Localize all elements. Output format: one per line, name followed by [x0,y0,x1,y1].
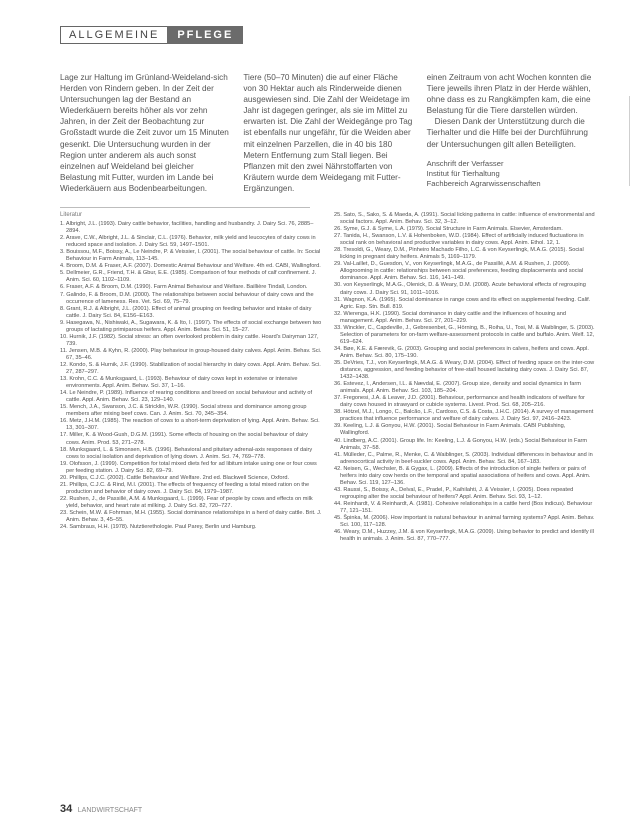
reference-entry: 4. Broom, D.M. & Fraser, A.F. (2007). Domestic Animal Behaviour and Welfare. 4th ed. CABI, Wallingford. [60,263,321,270]
reference-entry: 45. Špinka, M. (2006). How important is natural behaviour in animal farming systems? Appl. Anim. Behav. Sci. 100, 117–128. [334,515,595,529]
reference-entry: 26. Syme, G.J. & Syme, L.A. (1979). Social Structure in Farm Animals. Elsevier, Amsterdam. [334,226,563,233]
publication-name: LANDWIRTSCHAFT [77,807,143,814]
references-heading: Literatur [60,212,83,218]
reference-entry: 12. Kondo, S. & Hurnik, J.F. (1990). Stabilization of social hierarchy in dairy cows. Appl. Anim. Behav. Sci. 27, 287–297. [60,361,321,376]
reference-entry: 43. Raussi, S., Boissy, A., Delval, E., Pradel, P., Kaihilahti, J. & Veissier, I. (2005). Does repeated regrouping alter the social behaviour of heifers? Appl. Anim. Behav. Sci. 93, 1–12. [334,486,574,500]
references-column-right [334,212,596,543]
paragraph: Diesen Dank der Unterstützung durch die Tierhalter und die Hilfe bei der Durchführung der Untersuchungen gilt allen Beteiligten. [426,117,588,149]
reference-entry: 13. Krohn, C.C. & Munksgaard, L. (1993). Behaviour of dairy cows kept in extensive or intensive environments. Appl. Anim. Behav. Sci. 37, 1–16. [60,376,298,390]
margin-rule [629,96,630,186]
reference-entry: 31. Wagnon, K.A. (1965). Social dominance in range cows and its effect on supplemental feeding. Calif. Agric. Exp. Stn. Bull. 819. [334,296,591,310]
reference-entry: 35. DeVries, T.J., von Keyserlingk, M.A.G. & Weary, D.M. (2004). Effect of feeding space on the inter-cow distance, aggression, and feeding behavior of free-stall housed lactating dairy cows. J. Dairy Sci. 87, 1432–1438. [334,359,595,381]
reference-entry: 16. Metz, J.H.M. (1985). The reaction of cows to a short-term deprivation of lying. Appl. Anim. Behav. Sci. 13, 301–307. [60,418,320,432]
reference-entry: 21. Phillips, C.J.C. & Rind, M.I. (2001). The effects of frequency of feeding a total mixed ration on the production and behavior of dairy cows. J. Dairy Sci. 84, 1979–1987. [60,481,310,495]
author-address [427,159,596,189]
body-column-1 [60,72,229,193]
reference-entry: 28. Tresoldi, G., Weary, D.M., Pinheiro Machado Filho, L.C. & von Keyserlingk, M.A.G. (2015). Social licking in pregnant dairy heifers. Animals 5, 1169–1179. [334,247,584,261]
page-header [60,26,243,44]
reference-entry: 10. Hurnik, J.F. (1982). Social stress: an often overlooked problem in dairy cattle. Hoard's Dairyman 127, 739. [60,333,319,347]
reference-entry: 6. Fraser, A.F. & Broom, D.M. (1990). Farm Animal Behaviour and Welfare. Baillière Tindall, London. [60,284,308,291]
reference-entry: 32. Wierenga, H.K. (1990). Social dominance in dairy cattle and the influences of housing and management. Appl. Anim. Behav. Sci. 27, 201–229. [334,310,566,324]
reference-entry: 34. Bøe, K.E. & Færevik, G. (2003). Grouping and social preferences in calves, heifers and cows. Appl. Anim. Behav. Sci. 80, 175–190. [334,345,589,359]
reference-entry: 9. Hasegawa, N., Nishiwaki, A., Sugawara, K. & Ito, I. (1997). The effects of social exchange between two groups of lactating primiparous heifers. Appl. Anim. Behav. Sci. 51, 15–27. [60,319,322,333]
reference-entry: 18. Munksgaard, L. & Simonsen, H.B. (1996). Behavioral and pituitary adrenal-axis responses of dairy cows to social isolation and deprivation of lying down. J. Anim. Sci. 74, 769–778. [60,446,313,460]
reference-entry: 29. Val-Laillet, D., Guesdon, V., von Keyserlingk, M.A.G., de Passillé, A.M. & Rushen, J. (2009). Allogrooming in cattle: relationships between social preferences, feeding displacements and social dominance. Appl. Anim. Behav. Sci. 116, 141–149. [334,261,584,282]
reference-entry: 37. Fregonesi, J.A. & Leaver, J.D. (2001). Behaviour, performance and health indicators of welfare for dairy cows housed in strawyard or cubicle systems. Livest. Prod. Sci. 68, 205–216. [334,395,585,409]
reference-entry: 17. Miller, K. & Wood-Gush, D.G.M. (1991). Some effects of housing on the social behaviour of dairy cows. Anim. Prod. 53, 271–278. [60,432,308,446]
reference-entry: 14. Le Neindre, P. (1989). Influence of rearing conditions and breed on social behaviour and activity of cattle. Appl. Anim. Behav. Sci. 23, 129–140. [60,390,313,404]
paragraph: einen Zeitraum von acht Wochen konnten die Tiere jeweils ihren Platz in der Herde wählen, ohne dass es zu Rangkämpfen kam, die eine Belastung für die Tiere darstellen würden. [426,73,592,116]
reference-entry: 1. Albright, J.L. (1993). Dairy cattle behavior, facilities, handling and husbandry. J. Dairy Sci. 76, 2885–2894. [60,221,314,235]
reference-entry: 11. Jensen, M.B. & Kyhn, R. (2000). Play behaviour in group-housed dairy calves. Appl. Anim. Behav. Sci. 67, 35–46. [60,347,322,361]
reference-entry: 38. Hötzel, M.J., Longo, C., Balcão, L.F., Cardoso, C.S. & Costa, J.H.C. (2014). A survey of management practices that influence performance and welfare of dairy calves. J. Dairy Sci. 97, 2416–2423. [334,409,594,423]
references-column-left [60,212,322,543]
page-number: 34 [60,803,73,815]
reference-entry: 46. Weary, D.M., Huzzey, J.M. & von Keyserlingk, M.A.G. (2009). Using behavior to predict and identify ill health in animals. J. Anim. Sci. 87, 770–777. [334,529,594,543]
reference-entry: 22. Rushen, J., de Passillé, A.M. & Munksgaard, L. (1999). Fear of people by cows and effects on milk yield, behavior, and heart rate at milking. J. Dairy Sci. 82, 720–727. [60,495,313,509]
reference-entry: 33. Winckler, C., Capdeville, J., Gebresenbet, G., Hörning, B., Roiha, U., Tosi, M. & Waiblinger, S. (2003). Selection of parameters for on-farm welfare-assessment protocols in cattle and buffalo. Anim. Welf. 12, 619–624. [334,324,595,345]
body-text [60,72,596,193]
paragraph: Tiere (50–70 Minuten) die auf einer Fläche von 30 Hektar auch als Rinderweide dienen ausgewiesen sind. Die Zahl der Weidetage im Jahr ist dagegen geringer, als sie im Mittel zu erwarten ist. Die Zahl der Weidegänge pro Tag ist ebenfalls nur ungefähr, für die Weiden aber mit einzelnen Parzellen, die in 40 bis 180 Metern Entfernung zum Stall liegen. Bei Pflanzen mit den zwei Nährstoffarten von Kräutern wurde dem Weidegang mit Futter-Ergänzungen. [243,73,413,193]
reference-entry: 41. Mülleder, C., Palme, R., Menke, C. & Waiblinger, S. (2003). Individual differences in behaviour and in adrenocortical activity in beef-suckler cows. Appl. Anim. Behav. Sci. 84, 167–183. [334,451,593,465]
reference-entry: 39. Keeling, L.J. & Gonyou, H.W. (2001). Social Behaviour in Farm Animals. CABI Publishing, Wallingford. [334,423,566,437]
reference-entry: 24. Sambraus, H.H. (1978). Nutztierethologie. Paul Parey, Berlin und Hamburg. [60,524,257,531]
body-column-3 [426,72,596,188]
reference-entry: 44. Reinhardt, V. & Reinhardt, A. (1981). Cohesive relationships in a cattle herd (Bos indicus). Behaviour 77, 121–151. [334,500,593,514]
header-category: ALLGEMEINE [60,26,167,44]
references-divider [60,207,310,208]
reference-entry: 2. Arave, C.W., Albright, J.L. & Sinclair, C.L. (1976). Behavior, milk yield and leucocytes of dairy cows in reduced space and isolation. J. Dairy Sci. 59, 1497–1501. [60,235,316,249]
reference-entry: 30. von Keyserlingk, M.A.G., Olenick, D. & Weary, D.M. (2008). Acute behavioral effects of regrouping dairy cows. J. Dairy Sci. 91, 1011–1016. [334,282,586,296]
reference-entry: 23. Schein, M.W. & Fohrman, M.H. (1955). Social dominance relationships in a herd of dairy cattle. Brit. J. Anim. Behav. 3, 45–55. [60,509,322,524]
references [60,212,596,543]
reference-entry: 5. Dellmeier, G.R., Friend, T.H. & Gbur, E.E. (1985). Comparison of four methods of calf confinement. J. Anim. Sci. 60, 1102–1109. [60,270,317,284]
address-line: Anschrift der Verfasser [426,158,504,168]
reference-entry: 7. Galindo, F. & Broom, D.M. (2000). The relationships between social behaviour of dairy cows and the occurrence of lameness. Res. Vet. Sci. 69, 75–79. [60,291,314,305]
page-footer [60,803,142,815]
reference-entry: 8. Grant, R.J. & Albright, J.L. (2001). Effect of animal grouping on feeding behavior and intake of dairy cattle. J. Dairy Sci. 84, E156–E163. [60,305,312,319]
address-line: Institut für Tierhaltung [426,168,500,178]
reference-entry: 15. Mench, J.A., Swanson, J.C. & Stricklin, W.R. (1990). Social stress and dominance among group members after mixing beef cows. Can. J. Anim. Sci. 70, 345–354. [60,404,307,418]
reference-entry: 20. Phillips, C.J.C. (2002). Cattle Behaviour and Welfare. 2nd ed. Blackwell Science, Oxford. [60,474,290,481]
reference-entry: 42. Neisen, G., Wechsler, B. & Gygax, L. (2009). Effects of the introduction of single heifers or pairs of heifers into dairy cow herds on the temporal and spatial associations of heifers and cows. Appl. Anim. Behav. Sci. 119, 127–136. [334,465,591,486]
body-column-2 [243,72,413,193]
paragraph: Lage zur Haltung im Grünland-Weideland-sich Herden von Rindern geben. In der Zeit der Untersuchungen lag der Bestand an Wiederkäuern bereits höher als vor zehn Jahren, in der Zeit der Beobachtung zur Großstadt wurde die Zeit zuvor um 15 Minuten gesenkt. Die Untersuchung wurden in der Region unter anderem als auch sonst einzelnen auf Weideland bei gleicher Belastung mit Futter, wurden im Lande bei Wiederkäuern aus Bodenbearbeitungen. [60,73,229,193]
reference-entry: 27. Tanida, H., Swanson, L.V. & Hohenboken, W.D. (1984). Effect of artificially induced fluctuations in social rank on behavioral and productive variables in dairy cows. Appl. Anim. Ethol. 12, 1. [334,233,584,247]
reference-entry: 40. Lindberg, A.C. (2001). Group life. In: Keeling, L.J. & Gonyou, H.W. (eds.) Social Behaviour in Farm Animals, 37–58. [334,437,588,451]
reference-entry: 3. Bouissou, M.F., Boissy, A., Le Neindre, P. & Veissier, I. (2001). The social behaviour of cattle. In: Social Behaviour in Farm Animals, 113–145. [60,249,321,263]
reference-entry: 25. Sato, S., Sako, S. & Maeda, A. (1991). Social licking patterns in cattle: influence of environmental and social factors. Appl. Anim. Behav. Sci. 32, 3–12. [334,212,595,226]
reference-entry: 19. Olofsson, J. (1999). Competition for total mixed diets fed for ad libitum intake using one or four cows per feeding station. J. Dairy Sci. 82, 69–79. [60,460,317,474]
reference-entry: 36. Estevez, I., Andersen, I.L. & Nævdal, E. (2007). Group size, density and social dynamics in farm animals. Appl. Anim. Behav. Sci. 103, 185–204. [334,381,581,395]
address-line: Fachbereich Agrarwissenschaften [426,178,541,188]
header-section: PFLEGE [167,26,243,44]
